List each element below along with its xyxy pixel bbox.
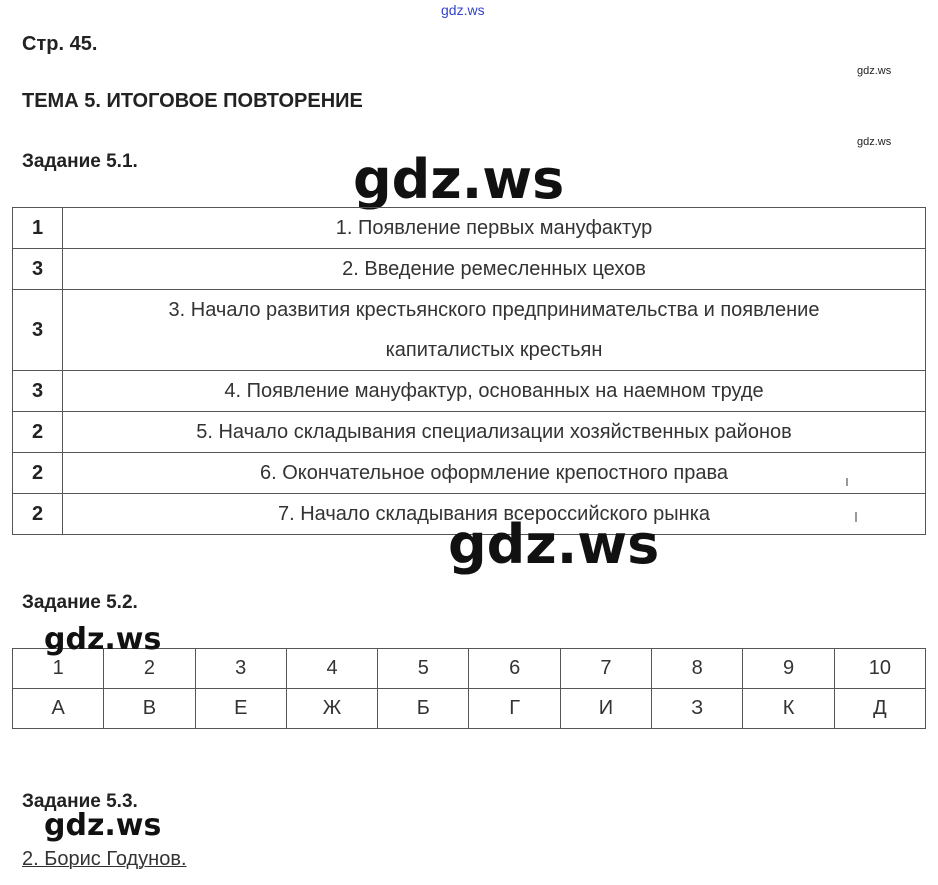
letter-cell: Е	[195, 689, 286, 729]
row-number: 2	[13, 453, 63, 494]
number-cell: 7	[560, 649, 651, 689]
row-text: 7. Начало складывания всероссийского рынка	[63, 494, 926, 535]
table-row	[13, 412, 926, 453]
row-text-line-2: капиталистых крестьян	[385, 339, 603, 361]
watermark-mid-2: gdz.ws	[44, 808, 162, 843]
number-cell: 4	[286, 649, 377, 689]
page-number: Стр. 45.	[22, 33, 98, 55]
letter-cell: Д	[834, 689, 925, 729]
task-5-2-table	[12, 648, 926, 729]
row-text: 4. Появление мануфактур, основанных на наемном труде	[63, 371, 926, 412]
letter-cell: Ж	[286, 689, 377, 729]
table-row	[13, 453, 926, 494]
table-row	[13, 371, 926, 412]
row-number: 3	[13, 249, 63, 290]
row-number: 2	[13, 494, 63, 535]
row-number: 3	[13, 371, 63, 412]
task-5-3-title: Задание 5.3.	[22, 791, 138, 812]
task-5-3-answer: 2. Борис Годунов.	[22, 848, 187, 870]
scan-artifact	[855, 512, 857, 522]
task-5-2-title: Задание 5.2.	[22, 592, 138, 613]
number-cell: 1	[13, 649, 104, 689]
letter-cell: К	[743, 689, 834, 729]
row-number: 2	[13, 412, 63, 453]
watermark-right-1: gdz.ws	[857, 65, 892, 77]
watermark-mid-1: gdz.ws	[44, 622, 162, 657]
table-row	[13, 249, 926, 290]
row-number: 1	[13, 208, 63, 249]
letter-cell: И	[560, 689, 651, 729]
number-cell: 2	[104, 649, 195, 689]
row-text: 6. Окончательное оформление крепостного права	[63, 453, 926, 494]
letter-cell: Г	[469, 689, 560, 729]
row-text-line-1: 3. Начало развития крестьянского предпринимательства и появление	[168, 299, 820, 321]
table-row	[13, 290, 926, 371]
number-cell: 3	[195, 649, 286, 689]
task-5-1-table	[12, 207, 926, 535]
theme-title: ТЕМА 5. ИТОГОВОЕ ПОВТОРЕНИЕ	[22, 90, 363, 112]
row-text	[63, 290, 926, 371]
row-text: 5. Начало складывания специализации хозяйственных районов	[63, 412, 926, 453]
letter-cell: В	[104, 689, 195, 729]
row-number: 3	[13, 290, 63, 371]
number-cell: 9	[743, 649, 834, 689]
table-row-letters	[13, 689, 926, 729]
number-cell: 10	[834, 649, 925, 689]
letter-cell: З	[652, 689, 743, 729]
task-5-1-title: Задание 5.1.	[22, 151, 138, 172]
watermark-top: gdz.ws	[441, 2, 485, 18]
row-text: 1. Появление первых мануфактур	[63, 208, 926, 249]
number-cell: 5	[378, 649, 469, 689]
watermark-big-1: gdz.ws	[353, 148, 565, 211]
table-row	[13, 208, 926, 249]
watermark-big-2: gdz.ws	[448, 513, 660, 576]
row-text: 2. Введение ремесленных цехов	[63, 249, 926, 290]
watermark-right-2: gdz.ws	[857, 136, 892, 148]
number-cell: 6	[469, 649, 560, 689]
scan-artifact	[846, 478, 848, 486]
letter-cell: А	[13, 689, 104, 729]
number-cell: 8	[652, 649, 743, 689]
letter-cell: Б	[378, 689, 469, 729]
